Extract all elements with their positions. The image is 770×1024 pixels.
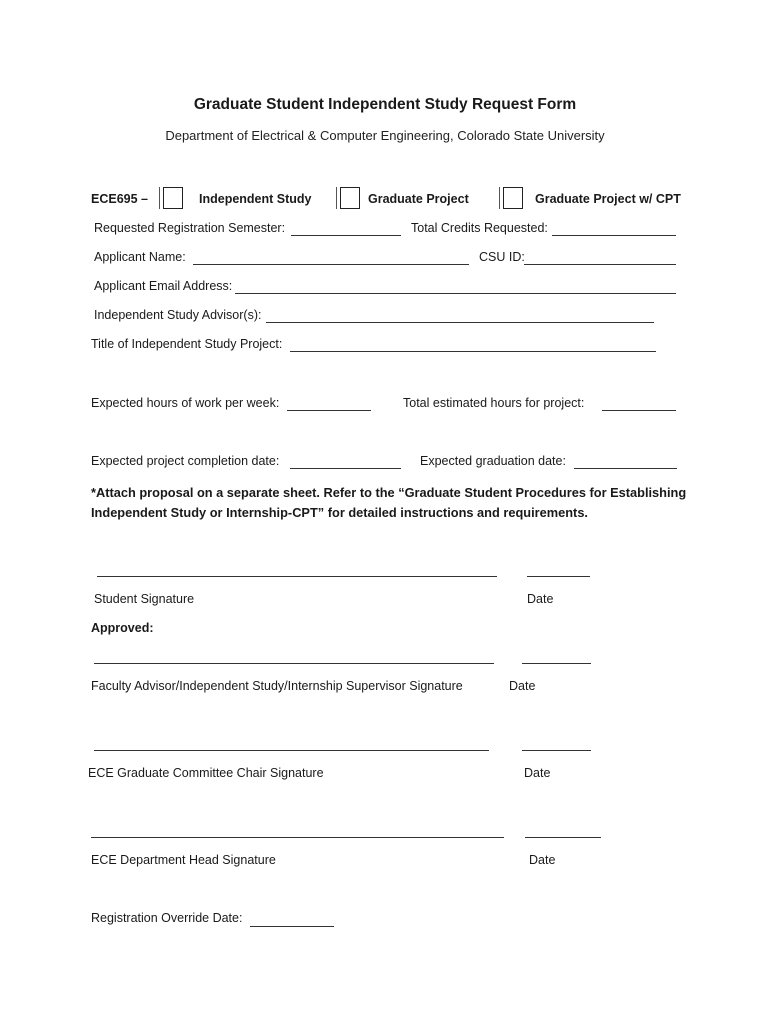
semester-field[interactable] [291, 235, 401, 236]
semester-label: Requested Registration Semester: [94, 221, 286, 235]
email-label: Applicant Email Address: [94, 279, 233, 293]
student-date-field[interactable] [527, 576, 590, 577]
hours-week-label: Expected hours of work per week: [91, 396, 280, 410]
option-label-independent-study: Independent Study [199, 192, 312, 206]
head-date-field[interactable] [525, 837, 601, 838]
name-label: Applicant Name: [94, 250, 186, 264]
project-title-label: Title of Independent Study Project: [91, 337, 283, 351]
total-hours-label: Total estimated hours for project: [403, 396, 585, 410]
instructions-note: *Attach proposal on a separate sheet. Refer to the “Graduate Student Procedures for Establishing Independent Study or Internship-CPT” for detailed instructions and requirements. [91, 485, 687, 520]
total-hours-field[interactable] [602, 410, 676, 411]
option-label-graduate-project-cpt: Graduate Project w/ CPT [535, 192, 681, 206]
email-field[interactable] [235, 293, 676, 294]
head-signature-label: ECE Department Head Signature [91, 853, 276, 867]
head-date-label: Date [529, 853, 556, 867]
credits-label: Total Credits Requested: [411, 221, 548, 235]
approved-label: Approved: [91, 621, 154, 635]
hours-week-field[interactable] [287, 410, 371, 411]
student-signature-label: Student Signature [94, 592, 195, 606]
override-date-field[interactable] [250, 926, 334, 927]
head-signature-field[interactable] [91, 837, 504, 838]
course-prefix: ECE695 – [91, 192, 148, 206]
committee-date-label: Date [524, 766, 551, 780]
completion-field[interactable] [290, 468, 401, 469]
student-signature-field[interactable] [97, 576, 497, 577]
form-subtitle: Department of Electrical & Computer Engineering, Colorado State University [165, 128, 605, 143]
advisor-field[interactable] [266, 322, 654, 323]
csuid-field[interactable] [524, 264, 676, 265]
faculty-signature-field[interactable] [94, 663, 494, 664]
option-label-graduate-project: Graduate Project [368, 192, 469, 206]
credits-field[interactable] [552, 235, 676, 236]
graduation-field[interactable] [574, 468, 677, 469]
faculty-date-field[interactable] [522, 663, 591, 664]
checkbox-graduate-project-cpt[interactable] [503, 187, 523, 209]
checkbox-graduate-project[interactable] [340, 187, 360, 209]
committee-signature-label: ECE Graduate Committee Chair Signature [88, 766, 324, 780]
graduation-label: Expected graduation date: [420, 454, 566, 468]
csuid-label: CSU ID: [479, 250, 525, 264]
committee-signature-field[interactable] [94, 750, 489, 751]
committee-date-field[interactable] [522, 750, 591, 751]
project-title-field[interactable] [290, 351, 656, 352]
completion-label: Expected project completion date: [91, 454, 280, 468]
form-title: Graduate Student Independent Study Request Form [193, 96, 577, 113]
faculty-date-label: Date [509, 679, 536, 693]
faculty-signature-label: Faculty Advisor/Independent Study/Internship Supervisor Signature [91, 679, 463, 693]
student-date-label: Date [527, 592, 554, 606]
override-label: Registration Override Date: [91, 911, 243, 925]
checkbox-independent-study[interactable] [163, 187, 183, 209]
name-field[interactable] [193, 264, 469, 265]
advisor-label: Independent Study Advisor(s): [94, 308, 262, 322]
